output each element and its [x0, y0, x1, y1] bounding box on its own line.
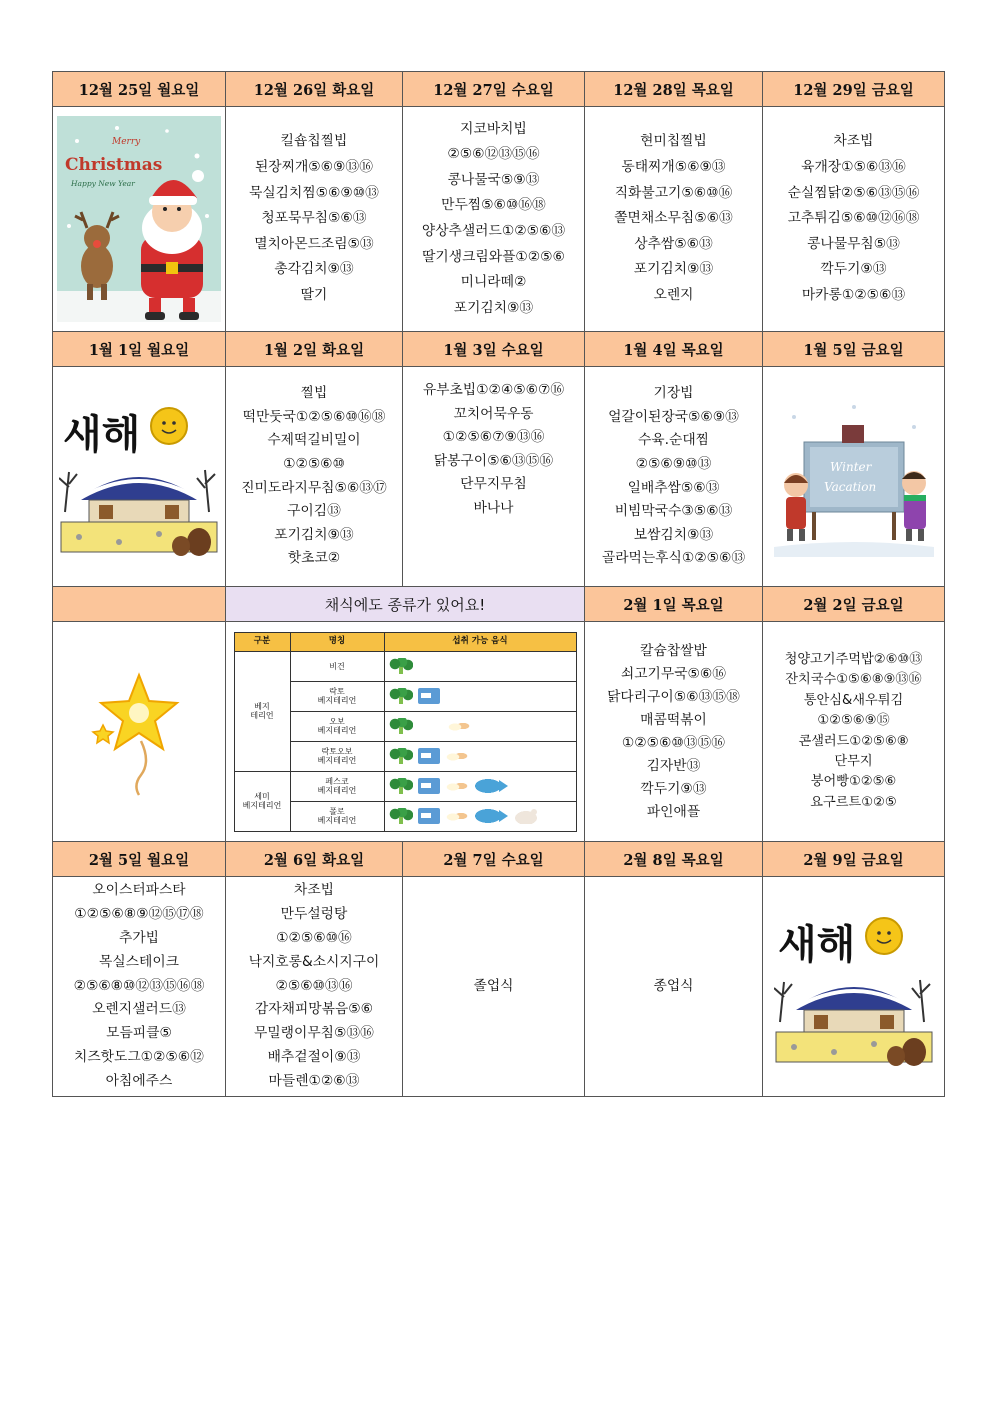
fish-icon [474, 778, 508, 794]
broccoli-icon [389, 778, 413, 794]
menu-cell-jan2: 찔빕 떡만둣국①②⑤⑥⑩⑯⑱ 수제떡길비밀이 ①②⑤⑥⑩ 진미도라지무침⑤⑥⑬⑰ 구이김⑬ 포기김치⑨⑬ 핫초코② [226, 367, 403, 587]
veg-group-label: 세미 베지테리언 [234, 771, 290, 831]
egg-icon [445, 808, 469, 824]
milk-icon [418, 778, 440, 794]
menu-cell-jan4: 기장빕 얼갈이된장국⑤⑥⑨⑬ 수육.순대찜 ②⑤⑥⑨⑩⑬ 일배추쌈⑤⑥⑬ 비빔막국수③⑤⑥⑬ 보쌈김치⑨⑬ 골라먹는후식①②⑤⑥⑬ [585, 367, 763, 587]
day-header: 2월 1일 목요일 [585, 587, 763, 622]
svg-text:새해: 새해 [63, 410, 141, 458]
week-2-header-row [53, 332, 945, 367]
week-1-menu-row [53, 107, 945, 332]
svg-text:Happy New Year: Happy New Year [71, 179, 135, 188]
svg-text:새해: 새해 [777, 920, 855, 968]
day-header: 2월 7일 수요일 [403, 842, 585, 877]
week-4-header-row [53, 842, 945, 877]
menu-cell-dec27: 지코바치빕 ②⑤⑥⑫⑬⑮⑯ 콩나물국⑤⑨⑬ 만두찜⑤⑥⑩⑯⑱ 양상추샐러드①②⑤⑥⑬ 딸기생크림와플①②⑤⑥ 미니라떼② 포기김치⑨⑬ [403, 107, 585, 332]
week-2-menu-row [53, 367, 945, 587]
broccoli-icon [389, 658, 413, 674]
week-3-menu-row [53, 622, 945, 842]
fish-icon [474, 808, 508, 824]
menu-cell-dec29: 차조빕 육개장①⑤⑥⑬⑯ 순실찜닭②⑤⑥⑬⑮⑯ 고추튀김⑤⑥⑩⑫⑯⑱ 콩나물무침⑤⑬ 깍두기⑨⑬ 마카롱①②⑤⑥⑬ [763, 107, 945, 332]
menu-cell-feb2: 청양고기주먹밥②⑥⑩⑬ 잔치국수①⑤⑥⑧⑨⑬⑯ 통안심&새우튀김 ①②⑤⑥⑨⑮ 콘샐러드①②⑤⑥⑧ 단무지 붕어빵①②⑤⑥ 요구르트①②⑤ [763, 622, 945, 842]
day-header: 1월 2일 화요일 [226, 332, 403, 367]
new-year-hanok-icon [53, 392, 225, 562]
star-wand-icon [53, 667, 225, 797]
new-year-hanok-icon [763, 902, 944, 1072]
day-header: 2월 9일 금요일 [763, 842, 945, 877]
veg-group-label: 베지 테리언 [234, 651, 290, 771]
egg-icon [445, 748, 469, 764]
day-header: 1월 5일 금요일 [763, 332, 945, 367]
milk-icon [418, 748, 440, 764]
veg-type-name: 오보 베지테리언 [290, 711, 384, 741]
svg-text:Christmas: Christmas [65, 155, 163, 175]
veg-type-name: 폴로 베지테리언 [290, 801, 384, 831]
day-header [53, 587, 226, 622]
winter-vacation-cell [763, 367, 945, 587]
vegetarian-types-table [234, 632, 577, 832]
chicken-icon [513, 808, 539, 824]
day-header: 1월 1일 월요일 [53, 332, 226, 367]
veg-col-header: 명칭 [290, 632, 384, 651]
day-header: 2월 5일 월요일 [53, 842, 226, 877]
egg-icon [445, 778, 469, 794]
new-year-cell [53, 367, 226, 587]
milk-icon [418, 808, 440, 824]
menu-cell-dec28: 현미칩찔빕 동태찌개⑤⑥⑨⑬ 직화불고기⑤⑥⑩⑯ 쫄면채소무침⑤⑥⑬ 상추쌈⑤⑥⑬ 포기김치⑨⑬ 오렌지 [585, 107, 763, 332]
broccoli-icon [389, 808, 413, 824]
menu-cell-jan3: 유부초빕①②④⑤⑥⑦⑯ 꼬치어묵우동 ①②⑤⑥⑦⑨⑬⑯ 닭봉구이⑤⑥⑬⑮⑯ 단무지무침 바나나 [403, 367, 585, 587]
day-header: 1월 4일 목요일 [585, 332, 763, 367]
broccoli-icon [389, 748, 413, 764]
winter-vacation-icon [763, 397, 944, 557]
menu-cell-dec26: 킬숍칩찔빕 된장찌개⑤⑥⑨⑬⑯ 묵실김치찜⑤⑥⑨⑩⑬ 청포묵무침⑤⑥⑬ 멸치아몬드조림⑤⑬ 총각김치⑨⑬ 딸기 [226, 107, 403, 332]
broccoli-icon [389, 718, 413, 734]
menu-cell-feb1: 칼슘찹쌀밥 쇠고기무국⑤⑥⑯ 닭다리구이⑤⑥⑬⑮⑱ 매콤떡볶이 ①②⑤⑥⑩⑬⑮⑯ 김자반⑬ 깍두기⑨⑬ 파인애플 [585, 622, 763, 842]
christmas-santa-icon [53, 116, 225, 322]
veg-type-name: 락토오보 베지테리언 [290, 741, 384, 771]
svg-text:Winter: Winter [829, 459, 871, 474]
week-3-header-row [53, 587, 945, 622]
day-header: 12월 28일 목요일 [585, 72, 763, 107]
day-header: 12월 25일 월요일 [53, 72, 226, 107]
milk-icon [418, 688, 440, 704]
vegetarian-title: 채식에도 종류가 있어요! [226, 587, 585, 622]
week-1-header-row [53, 72, 945, 107]
veg-type-name: 페스코 베지테리언 [290, 771, 384, 801]
star-cell [53, 622, 226, 842]
day-header: 1월 3일 수요일 [403, 332, 585, 367]
menu-cell-feb6: 차조빕 만두설렁탕 ①②⑤⑥⑩⑯ 낙지호롱&소시지구이 ②⑤⑥⑩⑬⑯ 감자채피망볶음⑤⑥ 무밀랭이무침⑤⑬⑯ 배추겉절이⑨⑬ 마들렌①②⑥⑬ [226, 877, 403, 1097]
closing-ceremony-cell: 종업식 [585, 877, 763, 1097]
day-header: 12월 29일 금요일 [763, 72, 945, 107]
menu-cell-feb5: 오이스터파스타 ①②⑤⑥⑧⑨⑫⑮⑰⑱ 추가빕 목실스테이크 ②⑤⑥⑧⑩⑫⑬⑮⑯⑱ 오렌지샐러드⑬ 모듬피클⑤ 치즈핫도그①②⑤⑥⑫ 아침에주스 [53, 877, 226, 1097]
week-4-menu-row [53, 877, 945, 1097]
lunch-menu-table [52, 71, 945, 1097]
broccoli-icon [389, 688, 413, 704]
day-header: 2월 8일 목요일 [585, 842, 763, 877]
day-header: 2월 6일 화요일 [226, 842, 403, 877]
christmas-cell [53, 107, 226, 332]
graduation-cell: 졸업식 [403, 877, 585, 1097]
svg-text:Merry: Merry [112, 137, 141, 147]
veg-type-name: 비건 [290, 651, 384, 681]
svg-text:Vacation: Vacation [823, 479, 876, 494]
egg-icon [447, 718, 471, 734]
veg-col-header: 구분 [234, 632, 290, 651]
day-header: 12월 27일 수요일 [403, 72, 585, 107]
new-year-cell-2 [763, 877, 945, 1097]
veg-col-header: 섭취 가능 음식 [384, 632, 576, 651]
day-header: 2월 2일 금요일 [763, 587, 945, 622]
day-header: 12월 26일 화요일 [226, 72, 403, 107]
vegetarian-types-table-cell [226, 622, 585, 842]
veg-type-name: 락토 베지테리언 [290, 681, 384, 711]
